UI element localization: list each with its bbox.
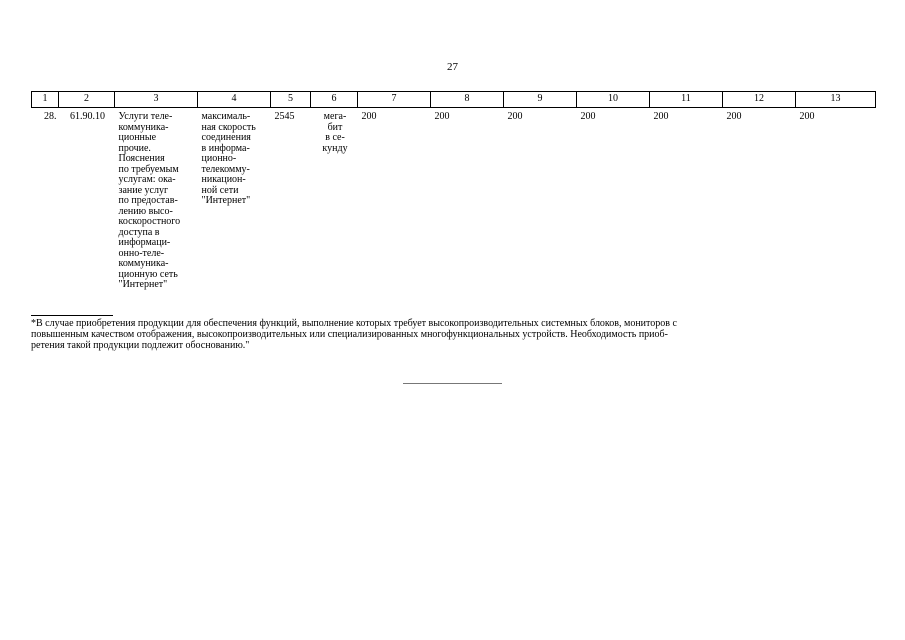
column-header: 3 [115,92,198,108]
value-cell: 200 [726,111,742,122]
column-header: 10 [577,92,650,108]
value-cell: 200 [580,111,596,122]
value-cell: 200 [653,111,669,122]
column-header: 8 [431,92,504,108]
unit-cell: мега- бит в се- кунду [322,111,348,154]
footnote-text: *В случае приобретения продукции для обеспечения функций, выполнение которых требует высокопроизводительных системных блоков, мониторов с повышенным качеством отображения, высокопроизводительных или специализированных многофункциональных устройств. Необходимость приоб- ретения такой продукции подлежит обоснованию." [31,318,677,351]
column-header: 13 [796,92,876,108]
characteristic-cell: максималь- ная скорость соединения в информа- ционно- телекомму- никацион- ной сети "Интернет" [201,111,256,206]
value-cell: 200 [434,111,450,122]
okpd-code-cell: 61.90.10 [70,111,105,122]
value-cell: 200 [799,111,815,122]
row-number-cell: 28. [44,111,57,122]
column-header: 4 [198,92,271,108]
column-header: 2 [59,92,115,108]
column-header: 7 [358,92,431,108]
table-header-row [32,92,876,108]
page-number: 27 [447,61,458,73]
value-cell: 200 [507,111,523,122]
column-header: 9 [504,92,577,108]
column-header: 6 [311,92,358,108]
table-row [32,108,876,291]
product-name-cell: Услуги теле- коммуника- ционные прочие. Пояснения по требуемым услугам: ока- зание услуг по предостав- лению высо- коскоростного доступа в информаци- онно-теле- коммуника- ционную сеть "Интернет" [118,111,181,290]
document-end-divider [403,383,502,384]
footnote-divider [31,315,113,316]
value-cell: 200 [361,111,377,122]
column-header: 11 [650,92,723,108]
column-header: 12 [723,92,796,108]
column-header: 5 [271,92,311,108]
okei-code-cell: 2545 [274,111,295,122]
specification-table [31,91,876,291]
column-header: 1 [32,92,59,108]
